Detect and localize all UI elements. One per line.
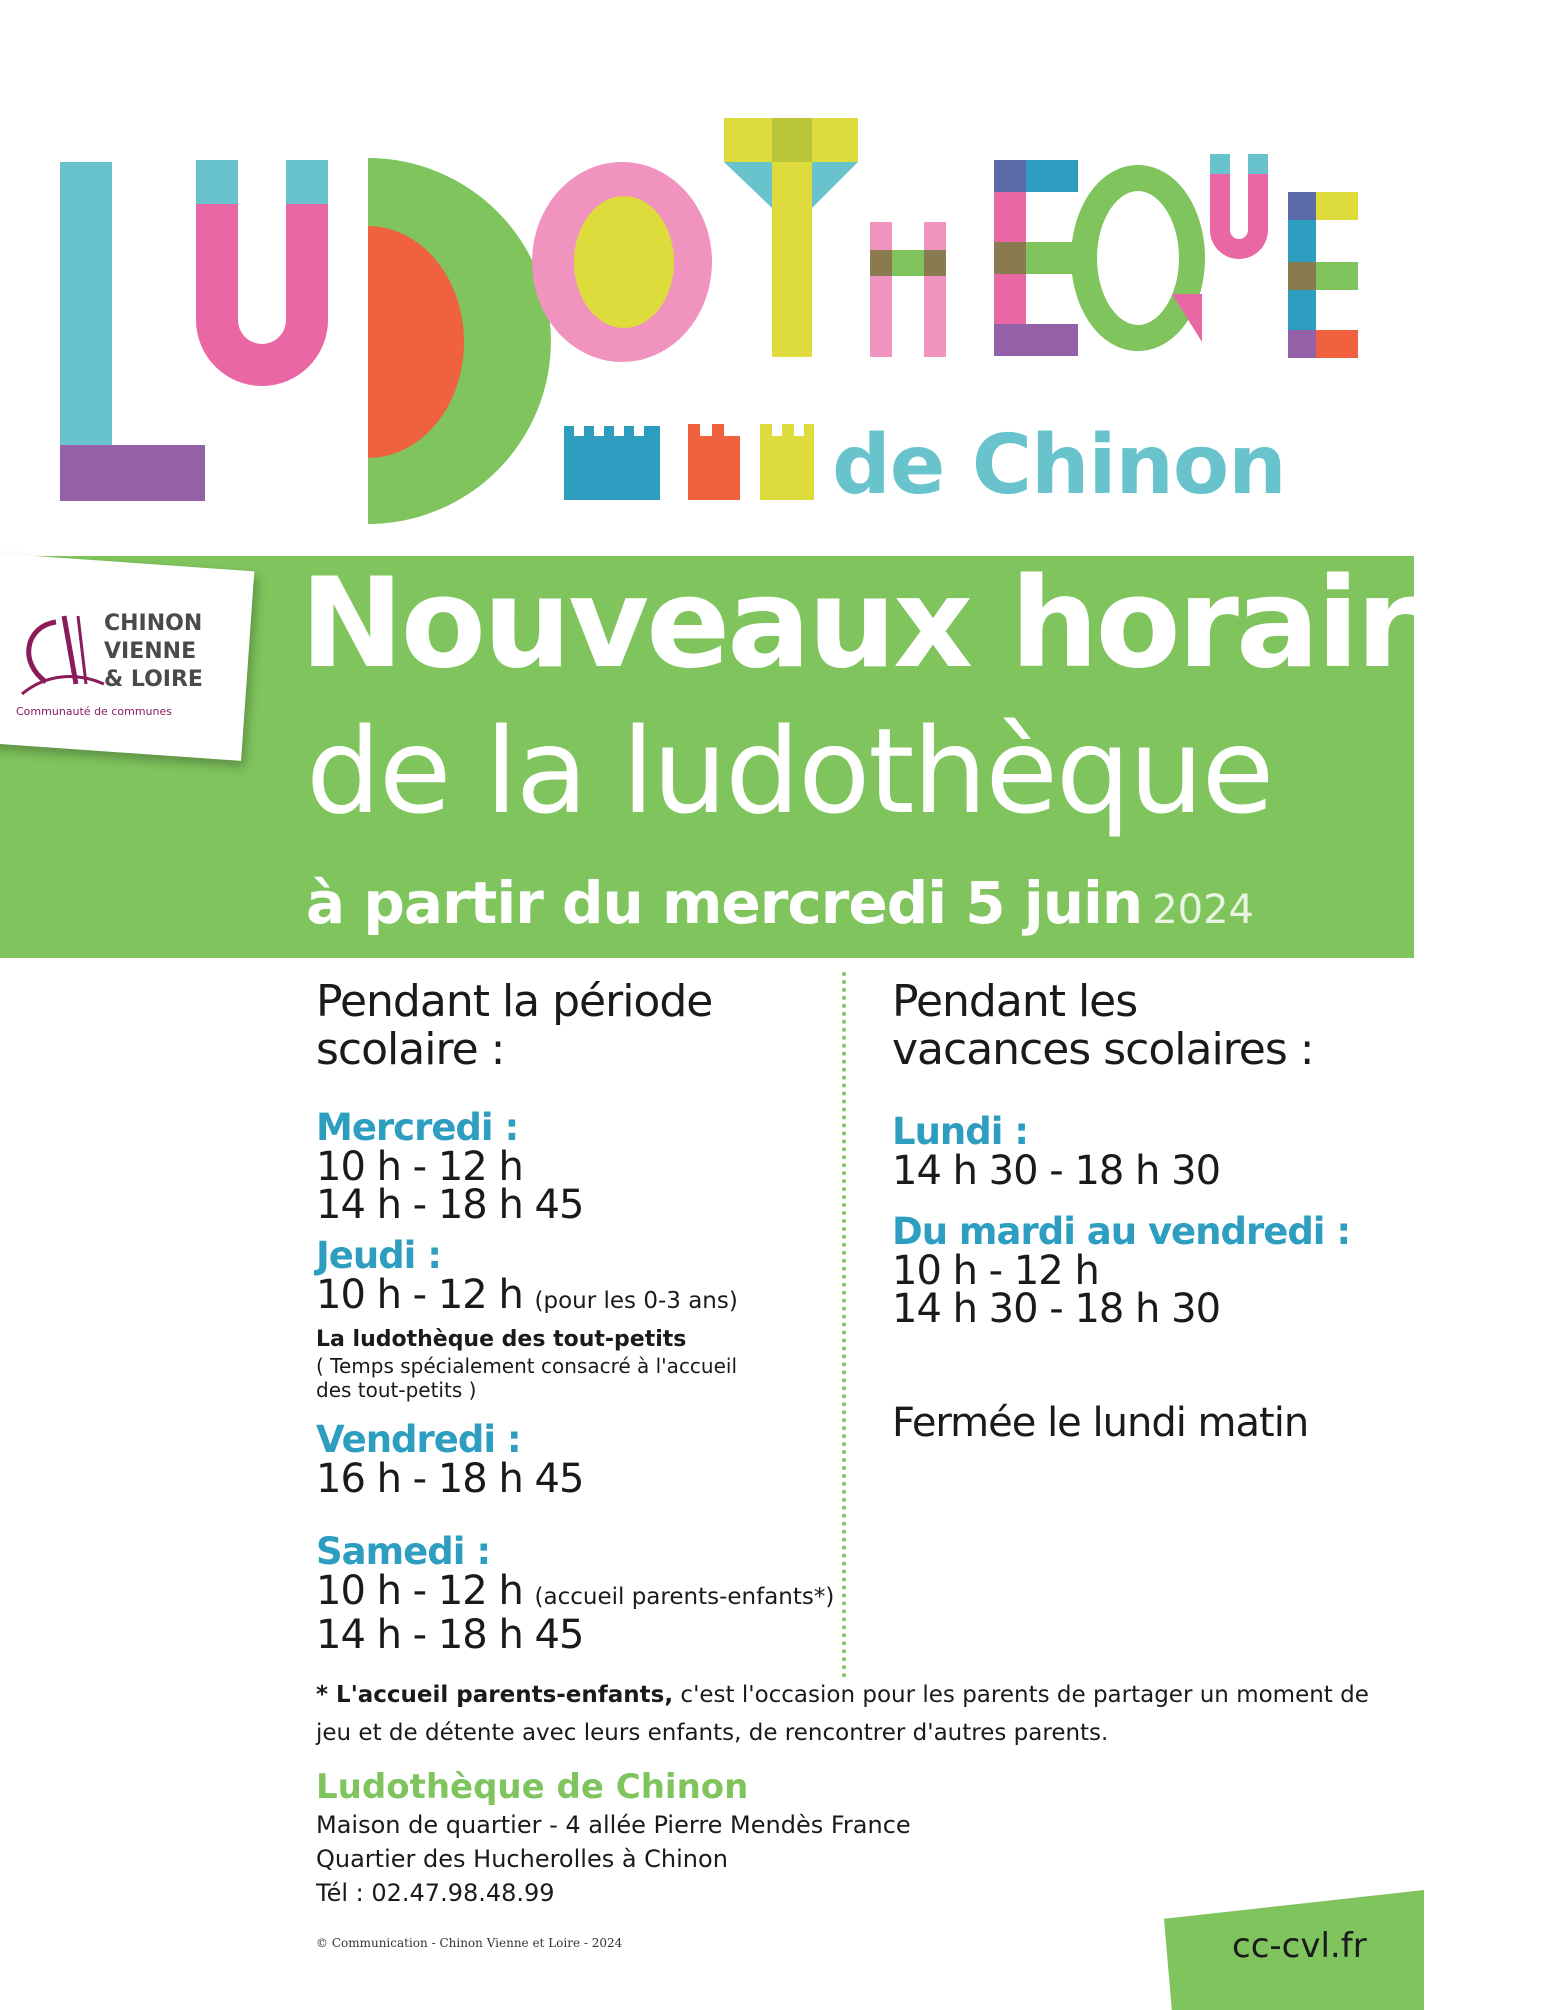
logo-subtitle: de Chinon xyxy=(832,418,1286,513)
cvl-logo-icon xyxy=(16,612,106,702)
hours-note: (accueil parents-enfants*) xyxy=(534,1584,835,1610)
day-label: Jeudi : xyxy=(316,1234,442,1277)
copyright: © Communication - Chinon Vienne et Loire - 2024 xyxy=(316,1936,623,1950)
hours xyxy=(316,1568,836,1616)
banner-subtitle: de la ludothèque xyxy=(306,702,1273,840)
holidays-section xyxy=(892,976,1392,1446)
closed-notice: Fermée le lundi matin xyxy=(892,1400,1309,1446)
heading-line: Pendant les xyxy=(892,976,1138,1027)
day-label: Lundi : xyxy=(892,1110,1029,1153)
program-description: ( Temps spécialement consacré à l'accueil xyxy=(316,1354,738,1378)
org-name-line: VIENNE xyxy=(104,639,197,664)
hours: 14 h 30 - 18 h 30 xyxy=(892,1148,1221,1194)
footnote-bold: * L'accueil parents-enfants, xyxy=(316,1682,674,1708)
day-label: Du mardi au vendredi : xyxy=(892,1210,1351,1253)
contact-title: Ludothèque de Chinon xyxy=(316,1767,749,1807)
hours: 10 h - 12 h xyxy=(316,1144,523,1190)
contact-block xyxy=(316,1766,911,1910)
heading-line: vacances scolaires : xyxy=(892,1024,1314,1075)
banner-date xyxy=(306,869,1254,937)
org-name-line: CHINON xyxy=(104,611,203,636)
footnote xyxy=(316,1676,1376,1752)
hours: 14 h - 18 h 45 xyxy=(316,1612,584,1658)
hours-value: 10 h - 12 h xyxy=(316,1272,523,1318)
hours: 14 h 30 - 18 h 30 xyxy=(892,1286,1221,1332)
hours-value: 10 h - 12 h xyxy=(316,1568,523,1614)
hours: 10 h - 12 h xyxy=(892,1248,1099,1294)
organization-name xyxy=(104,610,203,694)
website-link[interactable]: cc-cvl.fr xyxy=(1232,1926,1367,1966)
holidays-heading xyxy=(892,978,1392,1074)
day-label: Samedi : xyxy=(316,1530,491,1573)
monday-block xyxy=(892,1110,1392,1194)
organization-tagline: Communauté de communes xyxy=(16,705,172,718)
contact-phone: Tél : 02.47.98.48.99 xyxy=(316,1879,555,1907)
school-period-section xyxy=(316,976,836,1658)
column-divider xyxy=(842,972,846,1678)
hours: 14 h - 18 h 45 xyxy=(316,1182,584,1228)
contact-address: Maison de quartier - 4 allée Pierre Mendès France xyxy=(316,1811,911,1839)
hours xyxy=(316,1272,836,1320)
program-description: des tout-petits ) xyxy=(316,1378,477,1402)
heading-line: scolaire : xyxy=(316,1024,505,1075)
program-title: La ludothèque des tout-petits xyxy=(316,1327,687,1352)
footnote-text: c'est l'occasion pour les parents de partager un moment de jeu et de détente avec leurs enfants, de rencontrer d'autres parents. xyxy=(316,1682,1369,1746)
hours-note: (pour les 0-3 ans) xyxy=(534,1288,738,1314)
contact-address: Quartier des Hucherolles à Chinon xyxy=(316,1845,728,1873)
start-date: à partir du mercredi 5 juin xyxy=(306,869,1143,937)
thursday-block xyxy=(316,1236,836,1402)
heading-line: Pendant la période xyxy=(316,976,713,1027)
org-name-line: & LOIRE xyxy=(104,667,203,692)
day-label: Vendredi : xyxy=(316,1418,521,1461)
banner-title: Nouveaux horaires xyxy=(300,552,1566,696)
hours: 16 h - 18 h 45 xyxy=(316,1456,584,1502)
wednesday-block xyxy=(316,1106,836,1228)
start-year: 2024 xyxy=(1152,887,1254,933)
tue-fri-block xyxy=(892,1210,1392,1332)
school-period-heading xyxy=(316,978,836,1074)
saturday-block xyxy=(316,1530,836,1658)
friday-block xyxy=(316,1418,836,1502)
day-label: Mercredi : xyxy=(316,1106,519,1149)
